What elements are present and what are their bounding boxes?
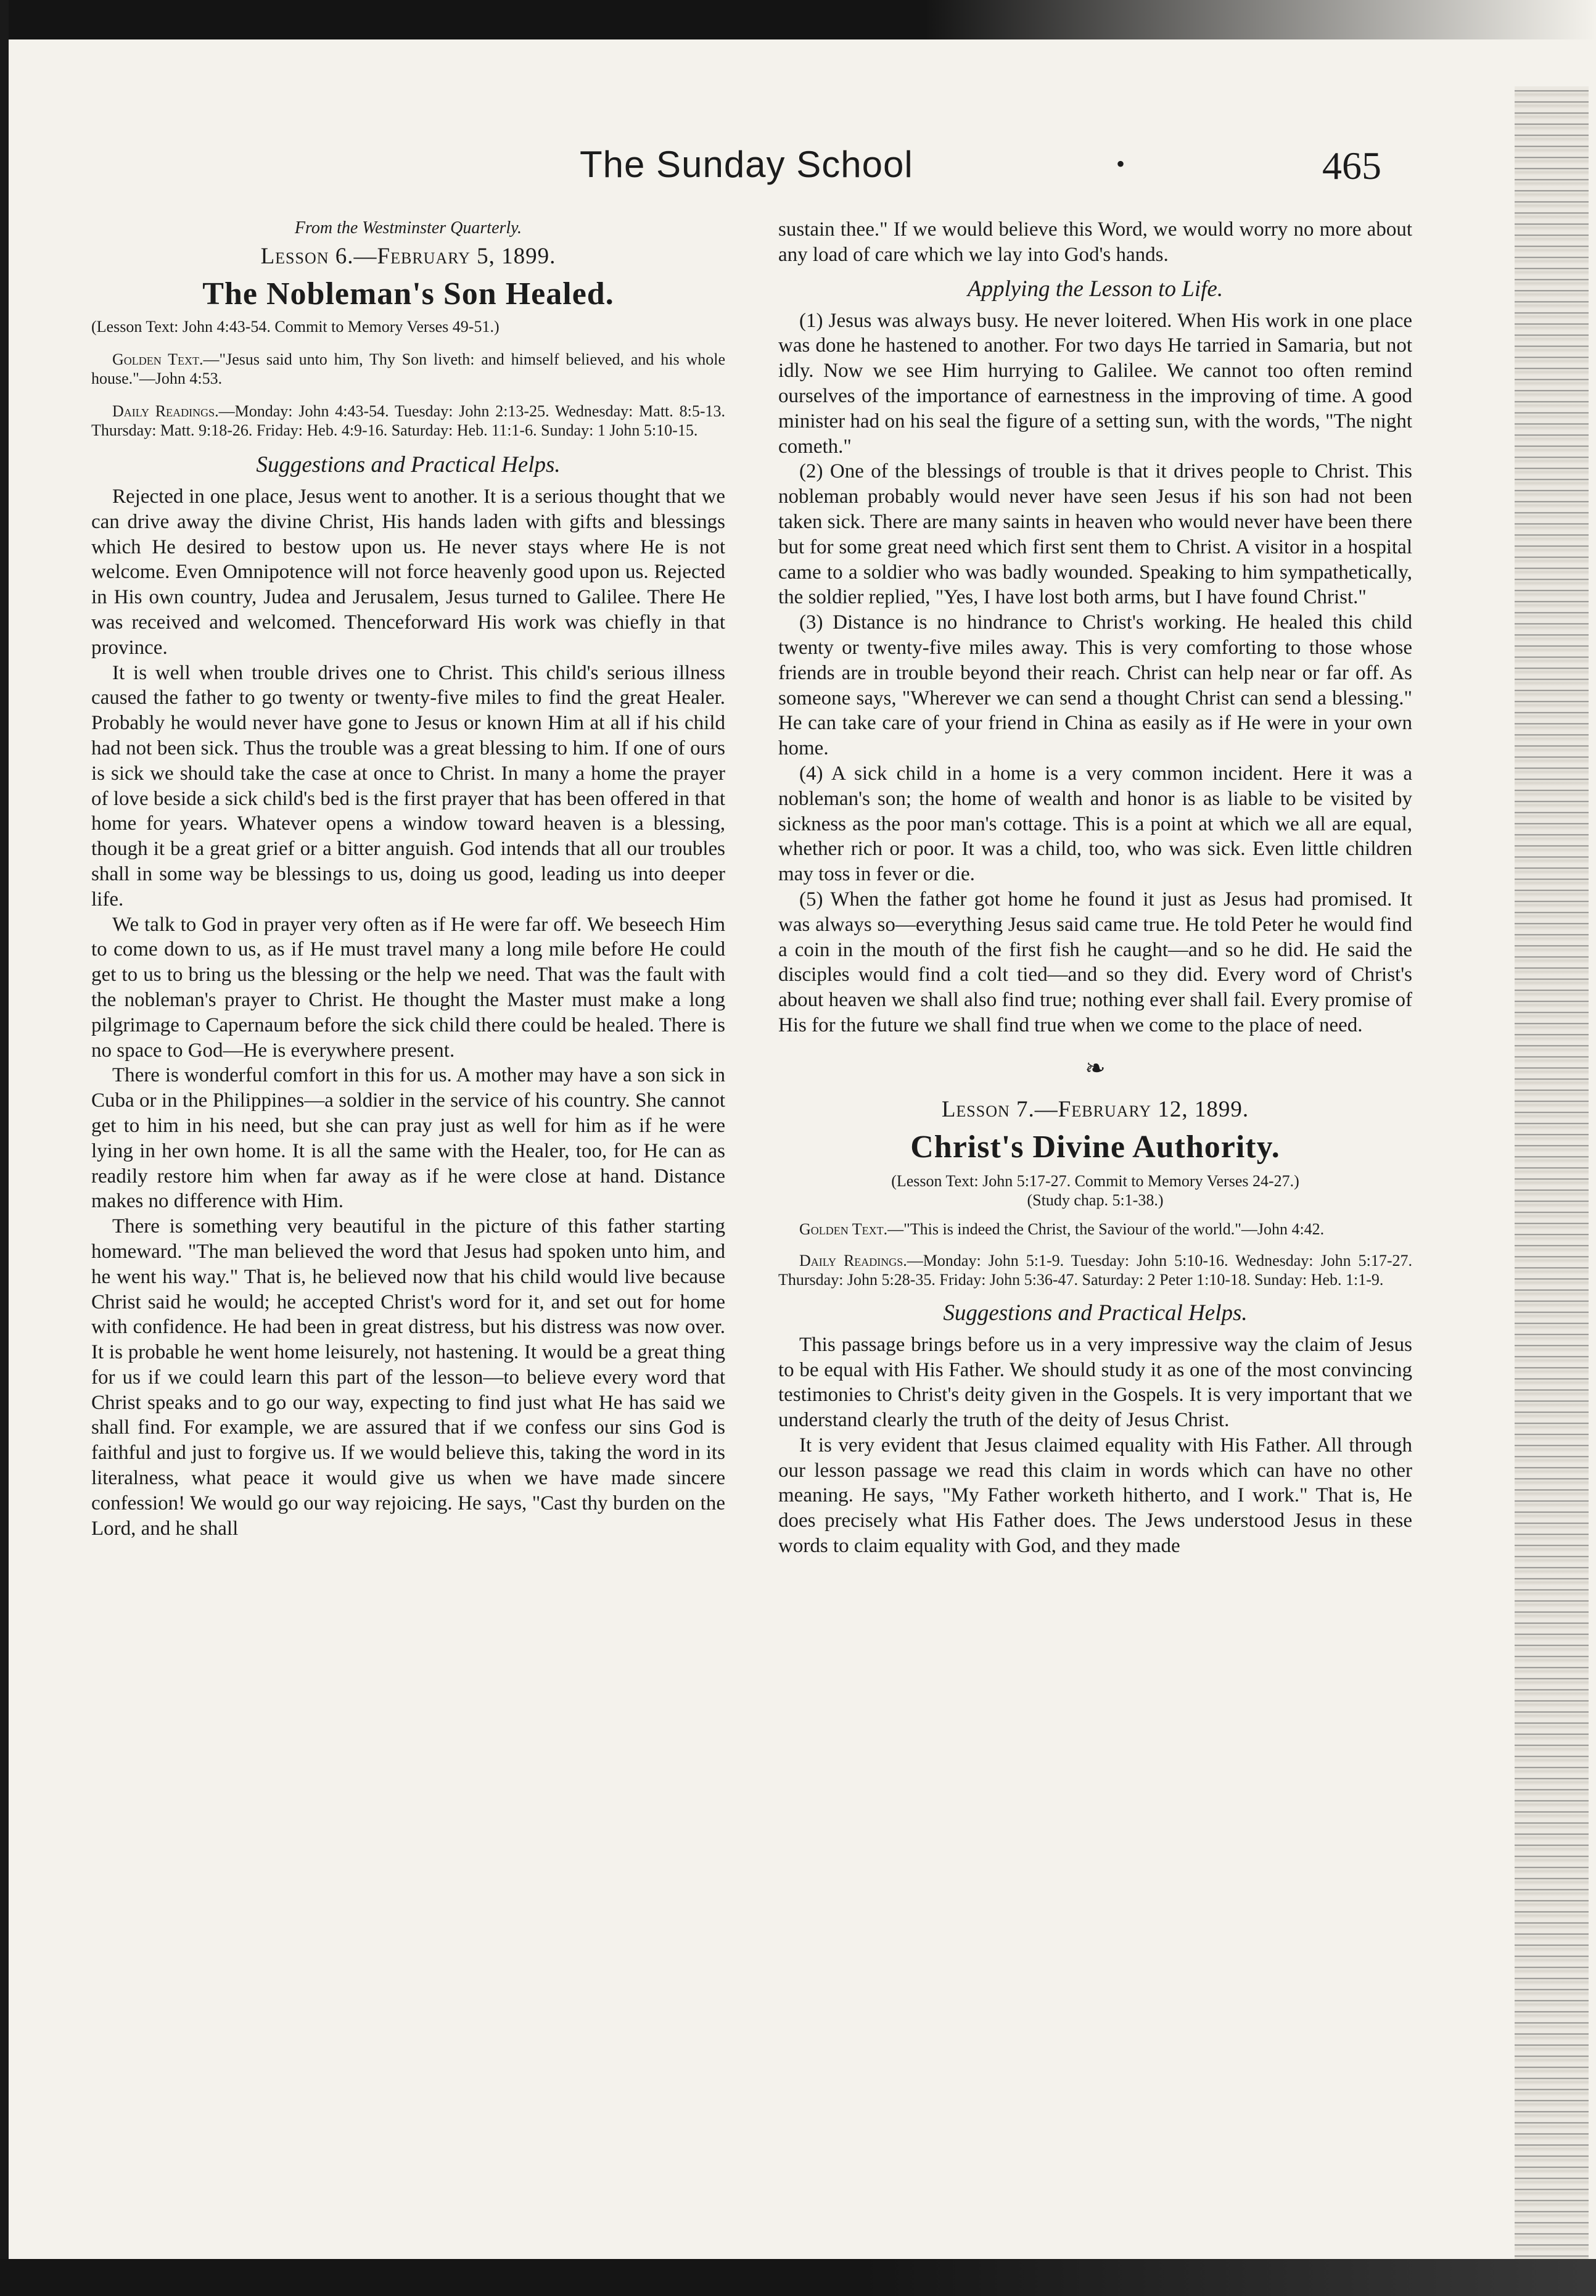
- paragraph: (5) When the father got home he found it just as Jesus had promised. It was always so—everything Jesus said came true. He told Peter he would find a coin in the mouth of the first fish he caught—and so he did. He said the disciples would find a colt tied—and so they did. Every word of Christ's about heaven we shall also find true; nothing ever shall fail. Every promise of His for the future we shall find true when we come to the place of need.: [778, 888, 1412, 1036]
- right-column: [778, 217, 1412, 1559]
- carryover-paragraph: sustain thee." If we would believe this Word, we would worry no more about any load of care which we lay into God's hands.: [778, 218, 1412, 266]
- page-number: 465: [1322, 144, 1381, 188]
- running-head-title: The Sunday School: [580, 144, 913, 185]
- paragraph: (4) A sick child in a home is a very common incident. Here it was a nobleman's son; the home of wealth and honor is as liable to be visited by sickness as the poor man's cottage. This is a point at which we all are equal, whether rich or poor. It was a child, too, who was sick. Even little children may toss in fever or die.: [778, 762, 1412, 886]
- scan-right-edge: [1515, 86, 1589, 2282]
- golden-text-label: Golden Text.: [799, 1220, 888, 1238]
- running-head: [580, 143, 1381, 192]
- lesson-6-text-ref: (Lesson Text: John 4:43-54. Commit to Memory Verses 49-51.): [91, 318, 500, 336]
- lesson-7-title: Christ's Divine Authority.: [910, 1129, 1280, 1165]
- scan-bottom-fade: [863, 2259, 1596, 2296]
- lesson-6-subhead: Suggestions and Practical Helps.: [256, 452, 561, 477]
- lesson-6-golden-text: [91, 350, 725, 388]
- paragraph: There is wonderful comfort in this for us. A mother may have a son sick in Cuba or in the Philippines—a soldier in the service of his country. She cannot get to him in his need, but she can pray just as well for him as if he were lying in her own home. It is all the same with the Healer, too, for He can as readily restore him when far away as if he were close at hand. Distance makes no difference with Him.: [91, 1064, 725, 1213]
- paragraph: This passage brings before us in a very impressive way the claim of Jesus to be equal with His Father. We should study it as one of the most convincing testimonies to Christ's deity given in the Gospels. It is very important that we understand clearly the truth of the deity of Jesus Christ.: [778, 1333, 1412, 1432]
- scan-left-border: [0, 0, 9, 2296]
- golden-text-body: —"This is indeed the Christ, the Saviour of the world."—John 4:42.: [887, 1220, 1325, 1238]
- lesson-7-study-ref: (Study chap. 5:1-38.): [1027, 1191, 1164, 1209]
- daily-readings-body: —Monday: John 5:1-9. Tuesday: John 5:10-16. Wednesday: John 5:17-27. Thursday: John 5:28-35. Friday: John 5:36-47. Saturday: 2 Peter 1:10-18. Sunday: Heb. 1:1-9.: [778, 1251, 1412, 1289]
- paragraph: (2) One of the blessings of trouble is that it drives people to Christ. This nobleman probably would never have seen Jesus if his son had not been taken sick. There are many saints in heaven who would never have been there but for some great need which first sent them to Christ. A visitor in a hospital came to a soldier who was badly wounded. Speaking to him sympathetically, the soldier replied, "Yes, I have lost both arms, but I have found Christ.": [778, 460, 1412, 609]
- golden-text-label: Golden Text.: [112, 350, 204, 368]
- left-column: [91, 217, 725, 1541]
- paragraph: (1) Jesus was always busy. He never loitered. When His work in one place was done he hastened to another. For two days He tarried in Samaria, but not idly. Now we see Him hurrying to Galilee. We cannot too often remind ourselves of the importance of earnestness in the improving of time. A good minister had on his seal the figure of a setting sun, with the words, "The night cometh.": [778, 309, 1412, 458]
- lesson-7-heading: Lesson 7.—February 12, 1899.: [941, 1096, 1249, 1122]
- paragraph: It is very evident that Jesus claimed equality with His Father. All through our lesson passage we read this claim in words which can have no other meaning. He says, "My Father worketh hitherto, and I work." That is, He does precisely what His Father does. The Jews understood Jesus in these words to claim equality with God, and they made: [778, 1434, 1412, 1558]
- paragraph: Rejected in one place, Jesus went to another. It is a serious thought that we can drive away the divine Christ, His hands laden with gifts and blessings which He desired to bestow upon us. He never stays where He is not welcome. Even Omnipotence will not force heavenly good upon us. Rejected in His own country, Judea and Jerusalem, Jesus turned to Galilee. There He was received and welcomed. Thenceforward His work was chiefly in that province.: [91, 485, 725, 659]
- paragraph: (3) Distance is no hindrance to Christ's working. He healed this child twenty or twenty-five miles away. This is very comforting to those whose friends are in trouble beyond their reach. Christ can help near or far off. As someone says, "Wherever we can send a thought Christ can send a blessing." He can take care of your friend in China as easily as if He were in your own home.: [778, 611, 1412, 760]
- applying-subhead: Applying the Lesson to Life.: [967, 276, 1224, 302]
- source-line: From the Westminster Quarterly.: [294, 218, 522, 237]
- lesson-7-golden-text: [778, 1220, 1412, 1239]
- daily-readings-body: —Monday: John 4:43-54. Tuesday: John 2:13-25. Wednesday: Matt. 8:5-13. Thursday: Matt. 9:18-26. Friday: Heb. 4:9-16. Saturday: Heb. 11:1-6. Sunday: 1 John 5:10-15.: [91, 402, 725, 439]
- golden-text-body: —"Jesus said unto him, Thy Son liveth: and himself believed, and his whole house."—John 4:53.: [91, 350, 725, 387]
- paragraph: There is something very beautiful in the picture of this father starting homeward. "The man believed the word that Jesus had spoken unto him, and he went his way." That is, he believed now that his child would live because Christ said he would; he accepted Christ's word for it, and set out for home with confidence. He had been in great distress, but his distress was now over. It is probable he went home leisurely, not hastening. It would be a great thing for us if we could learn this part of the lesson—to believe every word that Christ speaks and to go our way, expecting to find just what He has said we shall find. For example, we are assured that if we confess our sins God is faithful and just to forgive us. If we would believe this, taking the word in its literalness, what peace it would give us when we have made sincere confession! We would go our way rejoicing. He says, "Cast thy burden on the Lord, and he shall: [91, 1215, 725, 1540]
- paragraph: It is well when trouble drives one to Christ. This child's serious illness caused the father to go twenty or twenty-five miles to find the great Healer. Probably he would never have gone to Jesus or known Him at all if his child had not been sick. Thus the trouble was a great blessing to him. If one of ours is sick we should take the case at once to Christ. In many a home the prayer of love beside a sick child's bed is the first prayer that has been offered in that home for years. Whatever opens a window toward heaven is a blessing, though it be a great grief or a bitter anguish. God intends that all our troubles shall in some way be blessings to us, doing us good, leading us into deeper life.: [91, 661, 725, 911]
- lesson-7-text-ref: (Lesson Text: John 5:17-27. Commit to Memory Verses 24-27.): [891, 1171, 1299, 1190]
- paragraph: We talk to God in prayer very often as if He were far off. We beseech Him to come down to us, as if He must travel many a long mile before He could get to us to bring us the blessing or the help we need. That was the fault with the nobleman's prayer to Christ. He thought the Master must make a long pilgrimage to Capernaum before the sick child there could be healed. There is no space to God—He is everywhere present.: [91, 913, 725, 1062]
- ornament-fleuron: ❧: [1085, 1054, 1106, 1082]
- daily-readings-label: Daily Readings.: [799, 1251, 907, 1270]
- lesson-6-title: The Nobleman's Son Healed.: [202, 276, 614, 312]
- lesson-6-heading: Lesson 6.—February 5, 1899.: [260, 244, 556, 269]
- lesson-7-daily-readings: [778, 1251, 1412, 1289]
- scan-top-fade: [925, 0, 1596, 39]
- lesson-7-subhead: Suggestions and Practical Helps.: [943, 1300, 1248, 1326]
- running-head-dot: •: [1116, 150, 1125, 178]
- lesson-6-daily-readings: [91, 402, 725, 440]
- daily-readings-label: Daily Readings.: [112, 402, 219, 420]
